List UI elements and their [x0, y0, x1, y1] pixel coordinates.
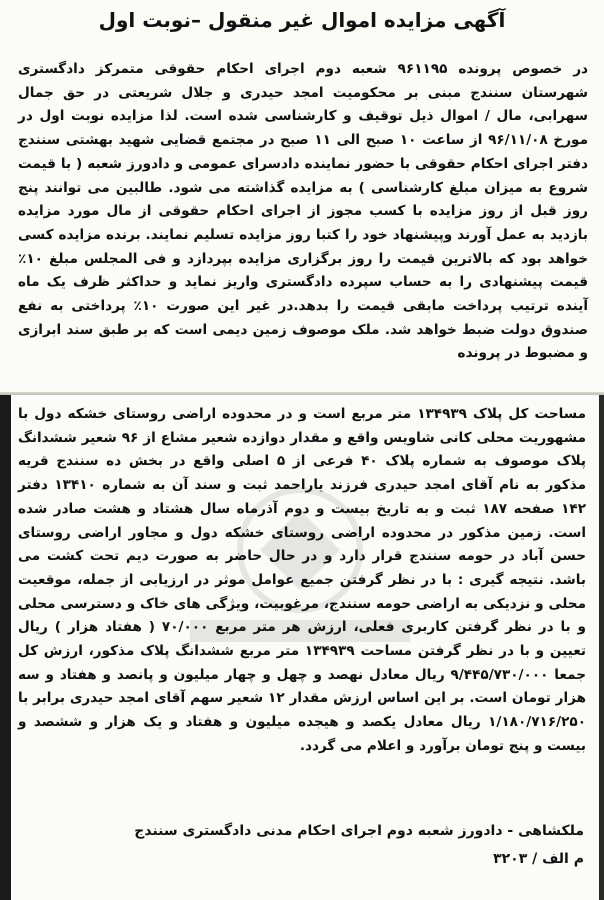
scan-edge-left: [0, 395, 11, 900]
reference-number: م الف / ۳۲۰۳: [493, 851, 584, 867]
notice-paragraph-2: مساحت کل پلاک ۱۳۴۹۳۹ متر مربع است و در محدوده اراضی روستای خشکه دول با مشهوریت محلی کانی شاویس واقع و مقدار دوازده شعیر مشاع از ۹۶ شعیر ششدانگ پلاک موصوف به شماره پلاک ۴۰ فرعی از ۵ اصلی واقع در بخش ده سنندج قریه مذکور به نام آقای امجد حیدری فرزند یاراحمد ثبت و سند آن به شماره ۱۳۴۱۰ دفتر ۱۴۲ صفحه ۱۸۷ ثبت و به تاریخ بیست و دوم آذرماه سال هشتاد و هشت صادر شده است. زمین مذکور در محدوده اراضی روستای خشکه دول و مجاور اراضی روستای حسن آباد در حومه سنندج قرار دارد و در حال حاضر به صورت دیم تحت کشت می باشد. نتیجه گیری : با در نظر گرفتن جمیع عوامل موثر در ارزیابی از جمله، موقعیت محلی و نزدیکی به اراضی حومه سنندج، مرغوبیت، ویژگی های خاک و دسترسی محلی و با در نظر گرفتن کاربری فعلی، ارزش هر متر مربع ۷۰/۰۰۰ ( هفتاد هزار ) ریال تعیین و با در نظر گرفتن مساحت ۱۳۴۹۳۹ متر مربع ششدانگ پلاک مذکور، ارزش کل جمعا ۹/۴۴۵/۷۳۰/۰۰۰ ریال معادل نهصد و چهل و چهار میلیون و پانصد و هفتاد و سه هزار تومان است. بر این اساس ارزش مقدار ۱۲ شعیر سهم آقای امجد حیدری برابر با ۱/۱۸۰/۷۱۶/۲۵۰ ریال معادل یکصد و هیجده میلیون و هفتاد و یک هزار و ششصد و بیست و پنج تومان برآورد و اعلام می گردد.: [18, 406, 586, 754]
notice-paragraph-1: در خصوص پرونده ۹۶۱۱۹۵ شعبه دوم اجرای احکام حقوقی متمرکز دادگستری شهرستان سنندج مبنی بر محکومیت امجد حیدری و جلال شریعتی در حق جمال سهرابی، مال / اموال ذیل توقیف و کارشناسی شده است. لذا مزایده نوبت اول در مورخ ۹۶/۱۱/۰۸ از ساعت ۱۰ صبح الی ۱۱ صبح در مجتمع قضایی شهید بهشتی سنندج دفتر اجرای احکام حقوقی با حضور نماینده دادسرای عمومی و دادورز شعبه ( با قیمت شروع به میزان مبلغ کارشناسی ) به مزایده گذاشته می شود. طالبین می توانند پنج روز قبل از روز مزایده با کسب مجوز از اجرای احکام حقوقی از مال مورد مزایده بازدید به عمل آورند وپیشنهاد خود را کتبا روز مزایده تسلیم نمایند. برنده مزایده کسی خواهد بود که بالاترین قیمت را روز برگزاری مزایده بپردازد و فی المجلس مبلغ ۱۰٪ قیمت پیشنهادی را به حساب سپرده دادگستری واریز نماید و حداکثر ظرف یک ماه آینده ترتیب پرداخت مابقی قیمت را بدهد.در غیر این صورت ۱۰٪ پرداختی به نفع صندوق دولت ضبط خواهد شد. ملک موصوف زمین دیمی است که بر طبق سند ابرازی و مضبوط در پرونده: [18, 61, 588, 362]
signature-line: ملکشاهی - دادورز شعبه دوم اجرای احکام مدنی دادگستری سنندج: [134, 823, 584, 839]
notice-title: آگهی مزایده اموال غیر منقول –نوبت اول: [98, 8, 506, 32]
scan-edge-right: [599, 395, 604, 900]
clipping-seam: [0, 392, 604, 395]
